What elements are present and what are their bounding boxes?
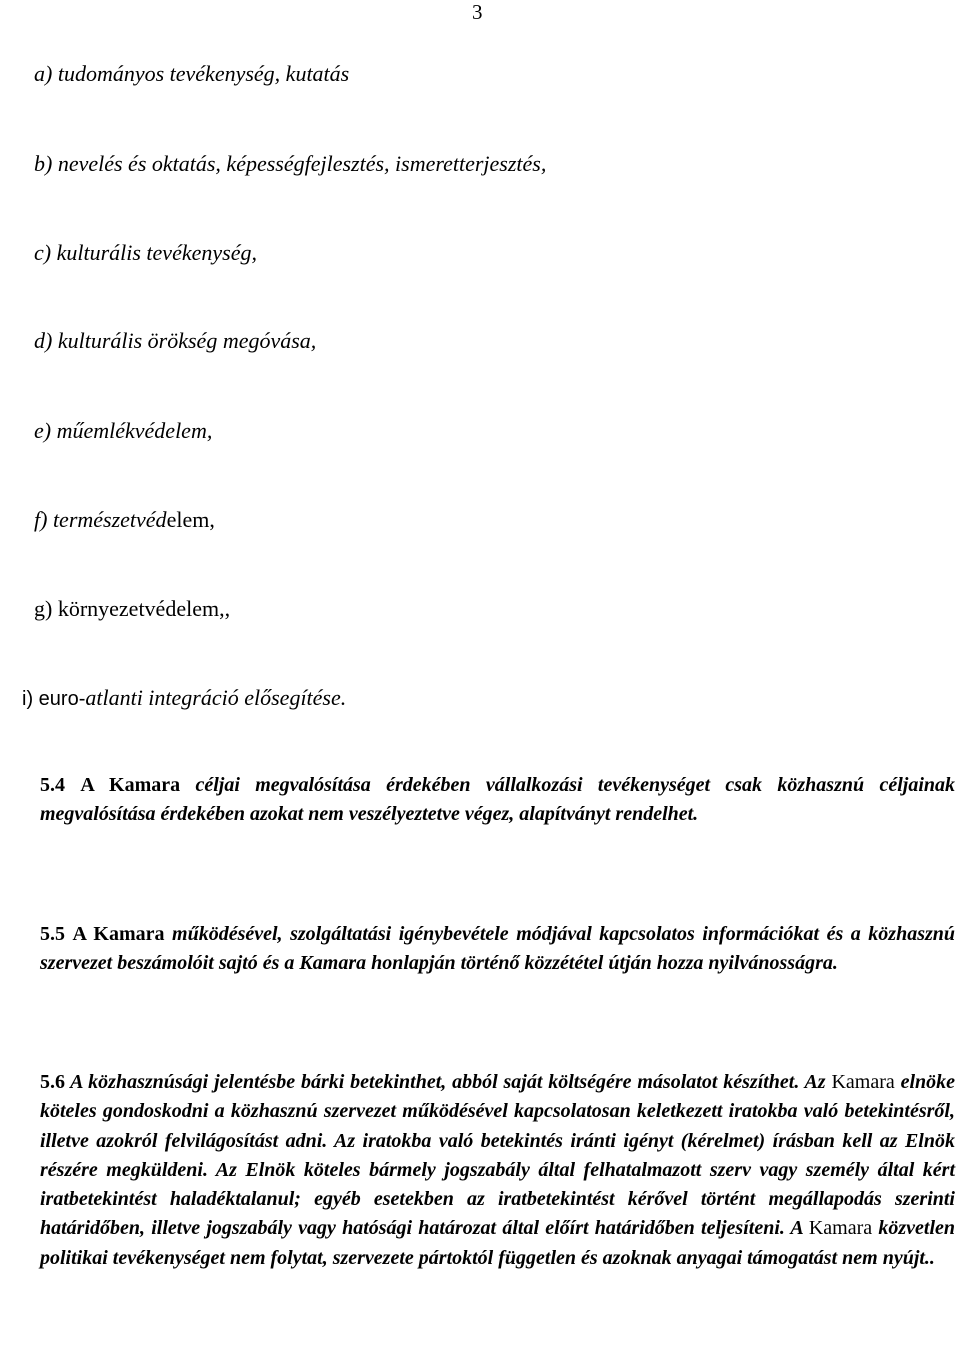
section-5-6-kamara-2: Kamara — [808, 1217, 873, 1240]
list-item-f-plain: elem, — [166, 507, 215, 532]
list-item-i-prefix: i) euro- — [22, 688, 86, 710]
section-5-6-text-4: közvetlen politikai tevékenységet nem folytat, szervezete pártoktól független és azoknak anyagai támogatást nem nyújt.. — [40, 1217, 956, 1269]
section-5-4-number: 5.4 — [40, 774, 65, 796]
list-item-g: g) környezetvédelem,, — [34, 596, 231, 621]
section-5-5-number: 5.5 — [40, 923, 65, 945]
page-number: 3 — [472, 0, 483, 24]
list-item-i — [22, 685, 346, 712]
section-5-6-kamara-1: Kamara — [831, 1071, 895, 1093]
list-item-i-text: atlanti integráció elősegítése. — [85, 685, 347, 710]
section-5-6 — [40, 1068, 955, 1273]
section-5-5-text: működésével, szolgáltatási igénybevétele módjával kapcsolatos információkat és a közhasznú szervezet beszámolóit sajtó és a Kamara honlapján történő közzététel útján hozza nyilvánosságra. — [40, 923, 956, 975]
list-item-f-italic: f) természetvéd — [34, 507, 167, 532]
section-5-6-text-2: Az — [804, 1071, 826, 1093]
list-item-b: b) nevelés és oktatás, képességfejlesztés, ismeretterjesztés, — [34, 151, 547, 176]
section-5-6-text-1: A közhasznúsági jelentésbe bárki betekinthet, abból saját költségére másolatot készíthet. — [70, 1071, 800, 1093]
list-item-f — [34, 507, 215, 533]
list-item-e: e) műemlékvédelem, — [34, 418, 213, 443]
list-item-a: a) tudományos tevékenység, kutatás — [34, 61, 350, 86]
section-5-4 — [40, 771, 955, 830]
section-5-4-text: céljai megvalósítása érdekében vállalkozási tevékenységet csak közhasznú céljainak megvalósítása érdekében azokat nem veszélyeztetve végez, alapítványt rendelhet. — [40, 774, 956, 826]
list-item-c: c) kulturális tevékenység, — [34, 240, 257, 265]
section-5-5 — [40, 920, 955, 979]
section-5-4-lead: A Kamara — [80, 774, 181, 796]
section-5-6-text-3: elnöke köteles gondoskodni a közhasznú szervezet működésével kapcsolatosan keletkezett iratokba való betekintésről, illetve azokról felvilágosítást adni. Az iratokba való betekintés iránti igényt (kérelmet) írásban kell az Elnök részére megküldeni. Az Elnök köteles bármely jogszabály által felhatalmazott szerv vagy személy által kért iratbetekintést haladéktalanul; egyéb esetekben az iratbetekintést kérővel történt megállapodás szerinti határidőben, illetve jogszabály vagy hatósági határozat által előírt határidőben teljesíteni. A — [40, 1071, 956, 1240]
section-5-6-number: 5.6 — [40, 1071, 65, 1093]
list-item-d: d) kulturális örökség megóvása, — [34, 328, 317, 353]
section-5-5-lead: A Kamara — [72, 923, 165, 945]
